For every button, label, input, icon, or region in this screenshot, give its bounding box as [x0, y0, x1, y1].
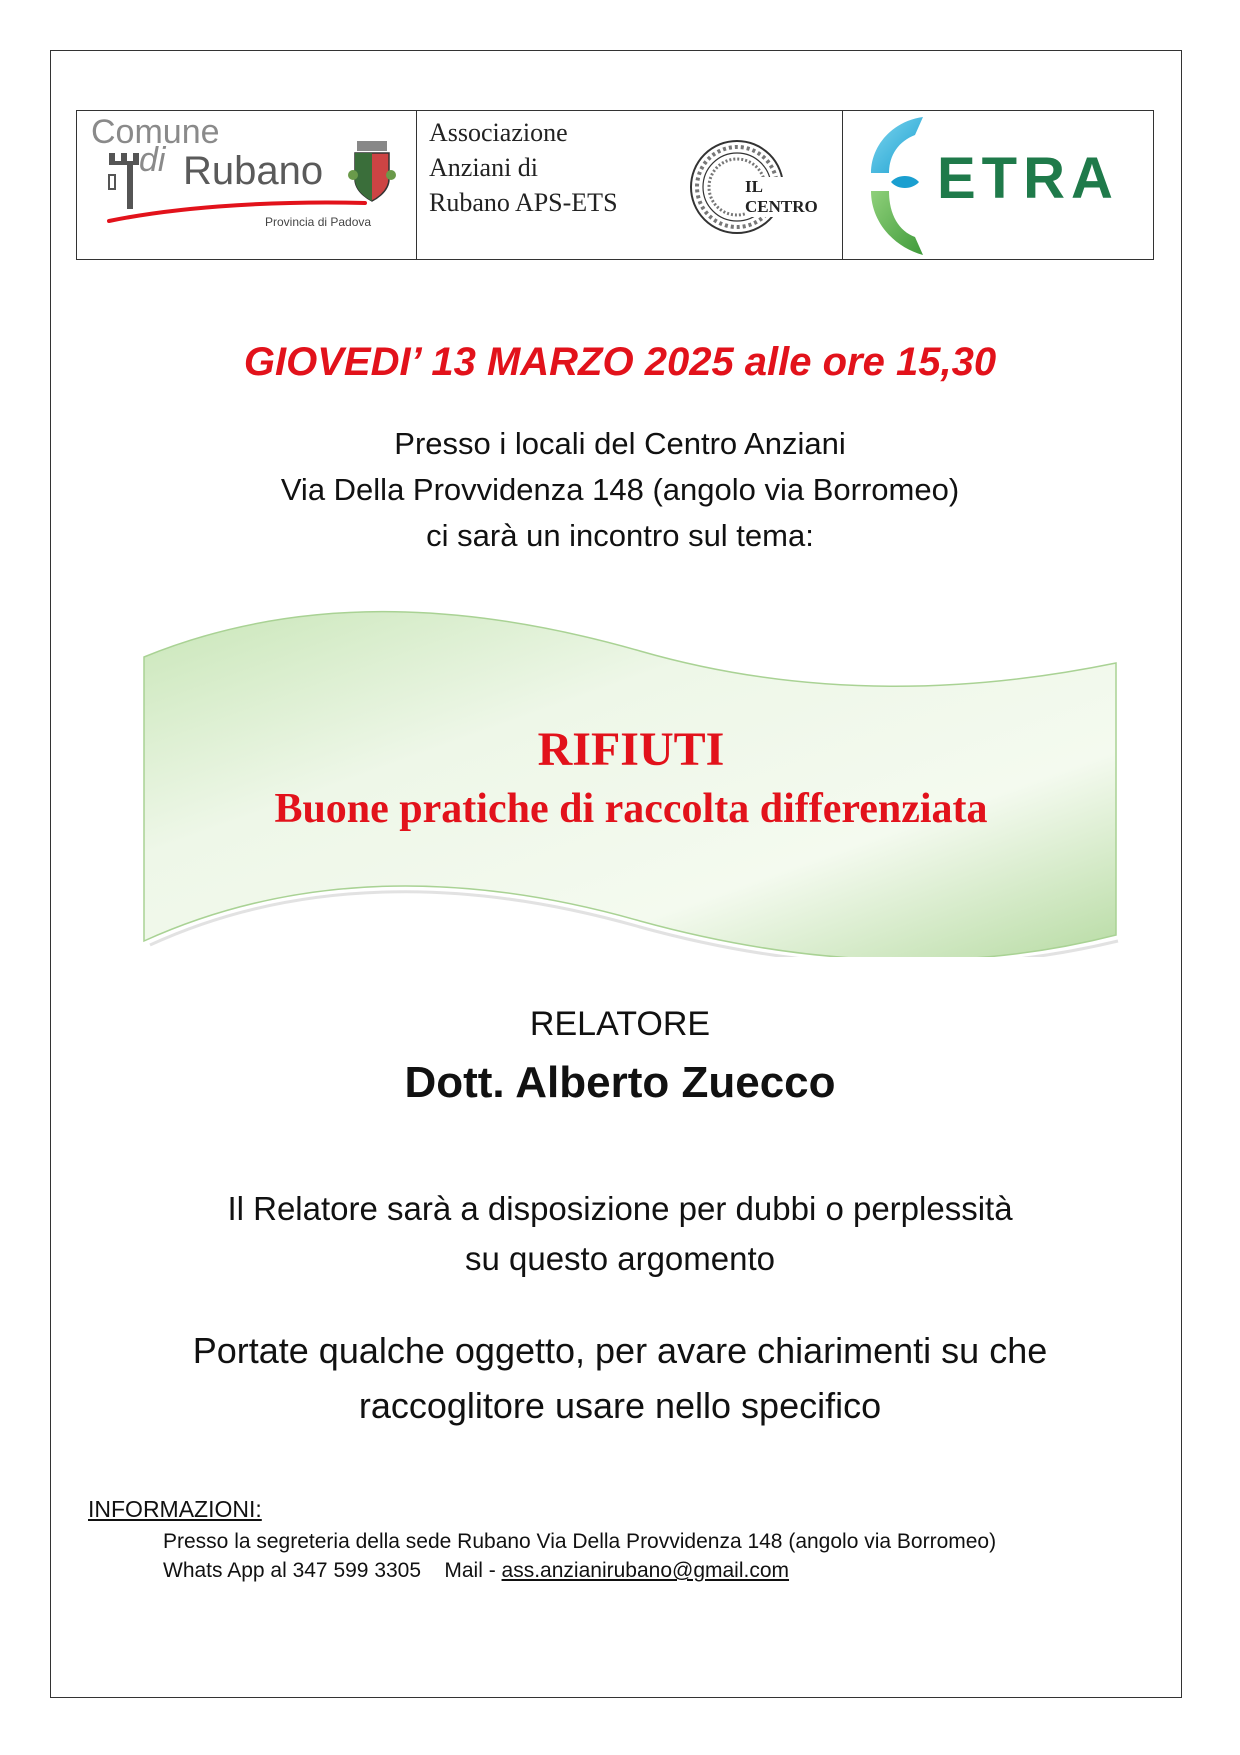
- comune-logo-text-2: di: [139, 141, 166, 179]
- etra-logo-cell: [843, 111, 1153, 259]
- info-title: INFORMAZIONI:: [88, 1496, 262, 1522]
- stamp-label: IL CENTRO: [745, 177, 837, 217]
- wave-banner: [140, 605, 1120, 957]
- associazione-line-3: Rubano APS-ETS: [429, 188, 618, 217]
- venue-line-2: Via Della Provvidenza 148 (angolo via Borromeo): [280, 472, 960, 507]
- il-centro-stamp: [687, 133, 837, 248]
- comune-logo-cell: [77, 111, 417, 259]
- coat-of-arms-icon: [347, 139, 397, 205]
- topic-subtitle: Buone pratiche di raccolta differenziata: [274, 786, 988, 832]
- email-link[interactable]: ass.anzianirubano@gmail.com: [501, 1559, 790, 1582]
- event-date-time: GIOVEDI’ 13 MARZO 2025 alle ore 15,30: [243, 340, 997, 384]
- venue-line-3: ci sarà un incontro sul tema:: [426, 518, 814, 553]
- info-line-2: [163, 1559, 789, 1583]
- associazione-name: [429, 115, 618, 220]
- associazione-cell: [417, 111, 843, 259]
- topic-title: RIFIUTI: [537, 723, 725, 776]
- provincia-label: Provincia di Padova: [265, 215, 372, 229]
- header-logos-table: [76, 110, 1154, 260]
- bring-line-2: raccoglitore usare nello specifico: [358, 1385, 882, 1426]
- etra-drop-icon: [853, 111, 943, 259]
- note-line-2: su questo argomento: [464, 1240, 776, 1277]
- bring-line-1: Portate qualche oggetto, per avare chiarimenti su che: [192, 1330, 1048, 1371]
- comune-logo-text-1: Comune: [91, 113, 220, 151]
- info-line-1: Presso la segreteria della sede Rubano Via Della Provvidenza 148 (angolo via Borromeo): [163, 1530, 997, 1553]
- venue-line-1: Presso i locali del Centro Anziani: [394, 426, 846, 461]
- comune-logo-text-3: Rubano: [183, 149, 324, 193]
- etra-wordmark: ETRA: [937, 146, 1119, 211]
- associazione-line-2: Anziani di: [429, 153, 539, 182]
- associazione-line-1: Associazione: [429, 118, 568, 147]
- speaker-name: Dott. Alberto Zuecco: [404, 1058, 836, 1107]
- speaker-label: RELATORE: [529, 1005, 711, 1043]
- info-whatsapp: Whats App al 347 599 3305 Mail -: [163, 1559, 502, 1582]
- note-line-1: Il Relatore sarà a disposizione per dubbi o perplessità: [227, 1190, 1013, 1227]
